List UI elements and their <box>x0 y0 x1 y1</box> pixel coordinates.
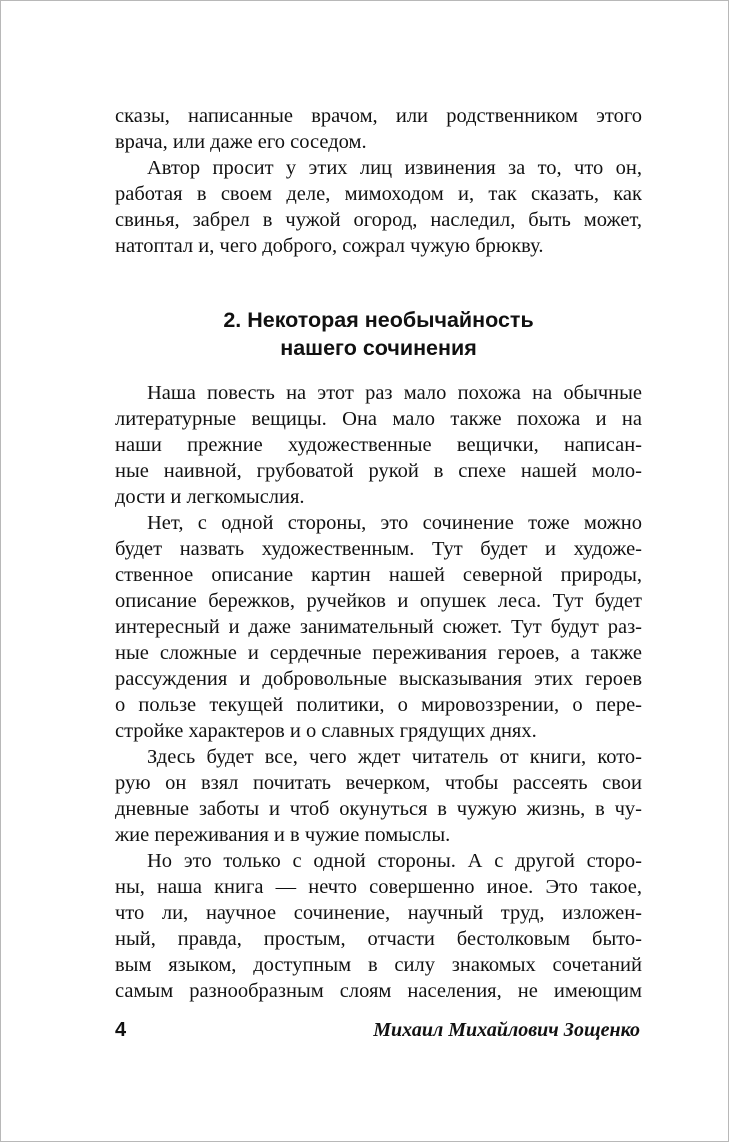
text-line: дости и легкомыслия. <box>115 486 305 508</box>
text-line: самым разнообразным слоям населения, не имеющим <box>115 980 642 1002</box>
text-line: стройке характеров и о славных грядущих днях. <box>115 720 537 742</box>
text-line: Нет, с одной стороны, это сочинение тоже можно <box>147 512 642 534</box>
text-line: что ли, научное сочинение, научный труд, изложен- <box>115 902 642 924</box>
text-line: натоптал и, чего доброго, сожрал чужую брюкву. <box>115 235 544 257</box>
text-line: ственное описание картин нашей северной природы, <box>115 564 642 586</box>
text-line: жие переживания и в чужие помыслы. <box>115 824 451 846</box>
section-heading-line-2: нашего сочинения <box>280 336 477 360</box>
page-number: 4 <box>115 1019 127 1041</box>
text-line: описание бережков, ручейков и опушек леса. Тут будет <box>115 590 642 612</box>
text-line: сказы, написанные врачом, или родственником этого <box>115 105 642 127</box>
text-line: свинья, забрел в чужой огород, наследил, быть может, <box>115 209 642 231</box>
text-line: Автор просит у этих лиц извинения за то, что он, <box>147 157 642 179</box>
text-line: литературные вещицы. Она мало также похожа и на <box>115 408 642 430</box>
section-heading-line-1: 2. Некоторая необычайность <box>223 308 534 332</box>
text-line: Здесь будет все, чего ждет читатель от книги, кото- <box>147 746 642 768</box>
text-line: врача, или даже его соседом. <box>115 131 367 153</box>
running-footer-author: Михаил Михайлович Зощенко <box>373 1019 640 1041</box>
text-line: Наша повесть на этот раз мало похожа на обычные <box>147 382 642 404</box>
text-line: работая в своем деле, мимоходом и, так сказать, как <box>115 183 642 205</box>
text-line: Но это только с одной стороны. А с другой сторо- <box>147 850 642 872</box>
text-line: будет назвать художественным. Тут будет и художе- <box>115 538 642 560</box>
text-line: ные наивной, грубоватой рукой в спехе нашей моло- <box>115 460 642 482</box>
text-line: дневные заботы и чтоб окунуться в чужую жизнь, в чу- <box>115 798 642 820</box>
text-line: рую он взял почитать вечерком, чтобы рассеять свои <box>115 772 642 794</box>
text-line: наши прежние художественные вещички, написан- <box>115 434 642 456</box>
text-line: интересный и даже занимательный сюжет. Тут будут раз- <box>115 616 642 638</box>
text-line: рассуждения и добровольные высказывания этих героев <box>115 668 642 690</box>
text-line: ны, наша книга — нечто совершенно иное. Это такое, <box>115 876 642 898</box>
text-line: ные сложные и сердечные переживания героев, а также <box>115 642 642 664</box>
text-line: ный, правда, простым, отчасти бестолковым быто- <box>115 928 642 950</box>
text-line: вым языком, доступным в силу знакомых сочетаний <box>115 954 642 976</box>
text-line: о пользе текущей политики, о мировоззрении, о пере- <box>115 694 642 716</box>
